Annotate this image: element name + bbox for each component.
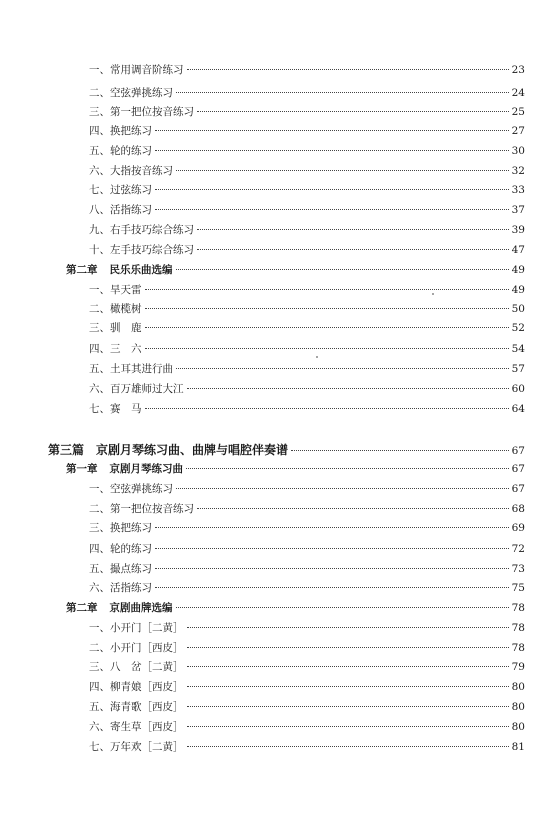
toc-entry-number: 一、 — [89, 64, 110, 76]
dot-leader — [176, 170, 509, 171]
toc-entry-number: 三、 — [89, 322, 110, 334]
toc-entry-number: 七、 — [89, 403, 110, 415]
toc-entry-page-number: 49 — [511, 284, 525, 296]
toc-entry-number: 九、 — [89, 224, 110, 236]
toc-entry-page-number: 39 — [511, 224, 525, 236]
toc-entry[interactable] — [89, 144, 525, 158]
dot-leader — [145, 289, 509, 290]
toc-entry[interactable] — [89, 542, 525, 556]
toc-entry[interactable] — [89, 63, 525, 77]
toc-entry-title: 活指练习 — [110, 582, 152, 594]
toc-entry-number: 五、 — [89, 363, 110, 375]
toc-entry[interactable] — [89, 283, 525, 297]
dot-leader — [186, 468, 509, 469]
toc-entry-page-number: 80 — [511, 721, 525, 733]
toc-entry[interactable] — [89, 86, 525, 100]
toc-entry-page-number: 33 — [511, 184, 525, 196]
toc-entry[interactable] — [89, 203, 525, 217]
toc-entry-page-number: 52 — [511, 322, 525, 334]
dot-leader — [155, 568, 509, 569]
dot-leader — [197, 249, 509, 250]
dot-leader — [155, 209, 509, 210]
dot-leader — [291, 450, 509, 451]
toc-entry-title: 海青歌［西皮］ — [110, 701, 184, 713]
toc-entry-page-number: 57 — [511, 363, 525, 375]
toc-entry[interactable] — [89, 740, 525, 754]
dot-leader — [187, 746, 509, 747]
dot-leader — [155, 130, 509, 131]
toc-entry-title: 寄生草［西皮］ — [110, 721, 184, 733]
toc-entry-number: 八、 — [89, 204, 110, 216]
toc-entry-title: 百万雄师过大江 — [110, 383, 184, 395]
toc-entry-page-number: 75 — [511, 582, 525, 594]
toc-entry[interactable] — [89, 183, 525, 197]
toc-entry[interactable] — [89, 223, 525, 237]
toc-entry[interactable] — [89, 124, 525, 138]
dot-leader — [197, 111, 509, 112]
toc-entry[interactable] — [89, 502, 525, 516]
toc-entry-number: 七、 — [89, 741, 110, 753]
toc-entry-page-number: 68 — [511, 503, 525, 515]
toc-entry-title: 大指按音练习 — [110, 165, 173, 177]
toc-entry-title: 第一把位按音练习 — [110, 503, 194, 515]
part-heading-number: 第三篇 — [48, 443, 85, 457]
toc-entry-number: 七、 — [89, 184, 110, 196]
toc-entry-page-number: 72 — [511, 543, 525, 555]
toc-entry-number: 二、 — [89, 642, 110, 654]
toc-entry-number: 三、 — [89, 106, 110, 118]
toc-entry-page-number: 73 — [511, 563, 525, 575]
part-heading-page-number: 67 — [511, 445, 525, 457]
toc-entry-number: 五、 — [89, 145, 110, 157]
toc-entry-title: 换把练习 — [110, 522, 152, 534]
toc-entry[interactable] — [89, 581, 525, 595]
toc-entry[interactable] — [89, 482, 525, 496]
dot-leader — [187, 726, 509, 727]
toc-entry[interactable] — [89, 641, 525, 655]
toc-entry-page-number: 69 — [511, 522, 525, 534]
toc-entry-title: 第一把位按音练习 — [110, 106, 194, 118]
chapter-heading-page-number: 49 — [511, 264, 525, 276]
toc-entry-title: 空弦弹挑练习 — [110, 483, 173, 495]
toc-entry-number: 四、 — [89, 125, 110, 137]
dot-leader — [155, 527, 509, 528]
toc-entry-page-number: 27 — [511, 125, 525, 137]
toc-entry-title: 旱天雷 — [110, 284, 142, 296]
toc-entry-title: 土耳其进行曲 — [110, 363, 173, 375]
toc-entry-title: 左手技巧综合练习 — [110, 244, 194, 256]
toc-entry-title: 三 六 — [110, 343, 142, 355]
toc-entry-title: 轮的练习 — [110, 543, 152, 555]
chapter-heading-title: 京剧曲牌选编 — [109, 602, 173, 614]
toc-entry-page-number: 81 — [511, 741, 525, 753]
dot-leader — [187, 627, 509, 628]
part-heading[interactable] — [48, 443, 525, 458]
chapter-heading-number: 第一章 — [66, 463, 98, 475]
toc-entry[interactable] — [89, 105, 525, 119]
toc-entry-title: 空弦弹挑练习 — [110, 87, 173, 99]
dot-leader — [187, 686, 509, 687]
toc-entry-number: 四、 — [89, 543, 110, 555]
toc-entry[interactable] — [89, 342, 525, 356]
toc-entry-page-number: 78 — [511, 642, 525, 654]
toc-entry[interactable] — [89, 700, 525, 714]
dot-leader — [176, 269, 509, 270]
toc-entry-page-number: 64 — [511, 403, 525, 415]
dot-leader — [176, 368, 509, 369]
scan-speck — [316, 356, 318, 358]
toc-entry-number: 三、 — [89, 522, 110, 534]
toc-entry-page-number: 37 — [511, 204, 525, 216]
toc-entry-page-number: 50 — [511, 303, 525, 315]
toc-entry[interactable] — [89, 660, 525, 674]
toc-entry[interactable] — [89, 164, 525, 178]
toc-entry-number: 五、 — [89, 563, 110, 575]
toc-entry-title: 驯 鹿 — [110, 322, 142, 334]
toc-entry-number: 四、 — [89, 681, 110, 693]
dot-leader — [145, 308, 509, 309]
dot-leader — [187, 706, 509, 707]
dot-leader — [145, 348, 509, 349]
chapter-heading[interactable] — [66, 263, 525, 277]
toc-entry-number: 二、 — [89, 303, 110, 315]
toc-entry-page-number: 32 — [511, 165, 525, 177]
dot-leader — [187, 647, 509, 648]
toc-entry-title: 换把练习 — [110, 125, 152, 137]
toc-entry[interactable] — [89, 621, 525, 635]
toc-entry-title: 轮的练习 — [110, 145, 152, 157]
dot-leader — [187, 69, 509, 70]
toc-entry[interactable] — [89, 521, 525, 535]
toc-entry-title: 赛 马 — [110, 403, 142, 415]
dot-leader — [176, 607, 509, 608]
toc-entry-page-number: 54 — [511, 343, 525, 355]
toc-entry-number: 一、 — [89, 284, 110, 296]
toc-entry-number: 十、 — [89, 244, 110, 256]
toc-entry-number: 六、 — [89, 721, 110, 733]
toc-entry-title: 柳青娘［西皮］ — [110, 681, 184, 693]
toc-entry[interactable] — [89, 302, 525, 316]
toc-entry-title: 万年欢［二黄］ — [110, 741, 184, 753]
toc-entry-title: 八 岔［二黄］ — [110, 661, 184, 673]
dot-leader — [155, 150, 509, 151]
toc-entry-page-number: 78 — [511, 622, 525, 634]
dot-leader — [145, 327, 509, 328]
dot-leader — [155, 587, 509, 588]
toc-entry-title: 过弦练习 — [110, 184, 152, 196]
toc-entry-title: 小开门［二黄］ — [110, 622, 184, 634]
toc-entry[interactable] — [89, 321, 525, 335]
toc-entry-number: 一、 — [89, 483, 110, 495]
toc-entry-page-number: 80 — [511, 681, 525, 693]
toc-entry-page-number: 23 — [511, 64, 525, 76]
toc-entry[interactable] — [89, 382, 525, 396]
dot-leader — [155, 189, 509, 190]
dot-leader — [197, 229, 509, 230]
toc-entry-number: 六、 — [89, 165, 110, 177]
part-heading-title: 京剧月琴练习曲、曲牌与唱腔伴奏谱 — [96, 443, 289, 457]
dot-leader — [155, 548, 509, 549]
toc-entry-number: 一、 — [89, 622, 110, 634]
chapter-heading[interactable] — [66, 462, 525, 476]
toc-entry-title: 小开门［西皮］ — [110, 642, 184, 654]
toc-entry-title: 活指练习 — [110, 204, 152, 216]
toc-entry-page-number: 67 — [511, 483, 525, 495]
toc-entry-number: 二、 — [89, 503, 110, 515]
toc-entry-title: 橄榄树 — [110, 303, 142, 315]
toc-entry-page-number: 24 — [511, 87, 525, 99]
chapter-heading-number: 第二章 — [66, 602, 98, 614]
toc-entry-page-number: 79 — [511, 661, 525, 673]
chapter-heading-number: 第二章 — [66, 264, 98, 276]
toc-entry[interactable] — [89, 680, 525, 694]
toc-entry-number: 六、 — [89, 383, 110, 395]
chapter-heading-title: 京剧月琴练习曲 — [109, 463, 183, 475]
toc-entry-page-number: 25 — [511, 106, 525, 118]
dot-leader — [187, 388, 509, 389]
toc-entry[interactable] — [89, 402, 525, 416]
toc-entry-title: 撮点练习 — [110, 563, 152, 575]
dot-leader — [176, 488, 509, 489]
dot-leader — [145, 408, 509, 409]
dot-leader — [176, 92, 509, 93]
toc-entry[interactable] — [89, 720, 525, 734]
toc-entry-number: 三、 — [89, 661, 110, 673]
chapter-heading-page-number: 78 — [511, 602, 525, 614]
chapter-heading-title: 民乐乐曲选编 — [109, 264, 173, 276]
toc-entry-page-number: 30 — [511, 145, 525, 157]
toc-entry-page-number: 80 — [511, 701, 525, 713]
toc-entry[interactable] — [89, 362, 525, 376]
toc-entry-page-number: 60 — [511, 383, 525, 395]
toc-entry-title: 常用调音阶练习 — [110, 64, 184, 76]
toc-entry-number: 六、 — [89, 582, 110, 594]
toc-entry[interactable] — [89, 562, 525, 576]
toc-entry[interactable] — [89, 243, 525, 257]
chapter-heading-page-number: 67 — [511, 463, 525, 475]
toc-entry-number: 二、 — [89, 87, 110, 99]
dot-leader — [187, 666, 509, 667]
toc-entry-page-number: 47 — [511, 244, 525, 256]
dot-leader — [197, 508, 509, 509]
toc-entry-title: 右手技巧综合练习 — [110, 224, 194, 236]
toc-entry-number: 四、 — [89, 343, 110, 355]
chapter-heading[interactable] — [66, 601, 525, 615]
scan-speck — [432, 293, 434, 295]
toc-entry-number: 五、 — [89, 701, 110, 713]
